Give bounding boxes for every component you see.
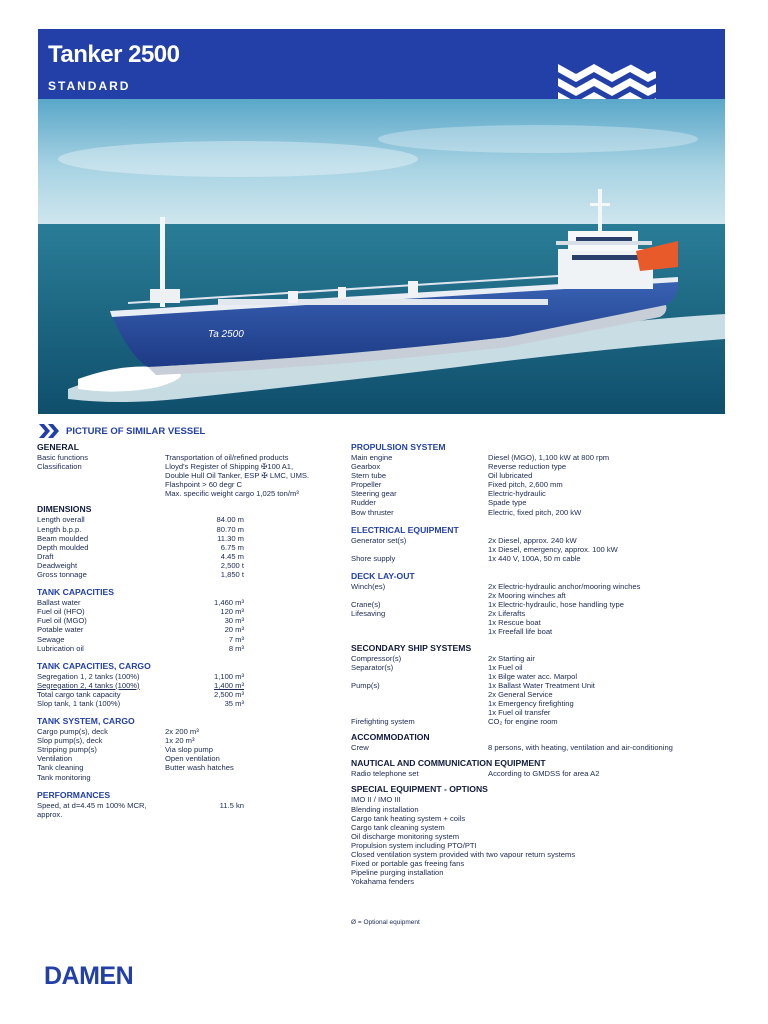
spec-row <box>37 616 317 625</box>
spec-row <box>351 471 731 480</box>
spec-label: Tank cleaning <box>37 763 84 773</box>
option-label: Propulsion system including PTO/PTI <box>351 840 477 850</box>
section-heading: SPECIAL EQUIPMENT - OPTIONS <box>351 784 488 795</box>
spec-value: 1x Emergency firefighting <box>488 698 574 708</box>
spec-value: According to GMDSS for area A2 <box>488 769 600 779</box>
spec-row <box>37 754 317 763</box>
spec-label: Depth moulded <box>37 542 89 552</box>
spec-label: Rudder <box>351 498 376 508</box>
spec-value: 2x General Service <box>488 689 553 699</box>
spec-row <box>37 515 317 524</box>
spec-value: 7 m³ <box>228 634 244 644</box>
spec-value: 1x Rescue boat <box>488 618 541 628</box>
section-heading: PROPULSION SYSTEM <box>351 442 446 452</box>
section-heading: TANK CAPACITIES, CARGO <box>37 660 151 671</box>
spec-value: Fixed pitch, 2,600 mm <box>488 480 563 490</box>
spec-label: Length b.p.p. <box>37 524 82 534</box>
option-item <box>351 859 731 868</box>
spec-label: Winch(es) <box>351 581 386 591</box>
spec-value: 120 m³ <box>220 607 244 617</box>
spec-row <box>37 552 317 561</box>
page-subtitle: STANDARD <box>48 79 131 93</box>
caption-text: PICTURE OF SIMILAR VESSEL <box>66 425 206 437</box>
spec-value: 35 m³ <box>224 698 244 708</box>
option-item <box>351 868 731 877</box>
spec-label: Deadweight <box>37 560 78 570</box>
spec-row <box>37 598 317 607</box>
spec-label: Bow thruster <box>351 507 394 517</box>
spec-row <box>351 582 731 591</box>
spec-row <box>351 609 731 618</box>
spec-value: 30 m³ <box>224 616 244 626</box>
spec-label: Potable water <box>37 625 84 635</box>
option-label: Cargo tank cleaning system <box>351 822 445 832</box>
spec-value: 1x 440 V, 100A, 50 m cable <box>488 553 581 563</box>
option-label: Cargo tank heating system + coils <box>351 813 466 823</box>
spec-value: 1x Fuel oil <box>488 662 523 672</box>
spec-row <box>351 618 731 627</box>
spec-row <box>37 681 317 690</box>
section-heading: SECONDARY SHIP SYSTEMS <box>351 642 472 653</box>
spec-value: 2x Liferafts <box>488 609 526 619</box>
spec-row <box>351 743 731 752</box>
spec-label: Basic functions <box>37 453 89 462</box>
photo-caption <box>38 424 205 438</box>
spec-label: Segregation 1, 2 tanks (100%) <box>37 671 140 681</box>
spec-row <box>37 625 317 634</box>
spec-label: Speed, at d=4.45 m 100% MCR, <box>37 800 147 810</box>
spec-row <box>351 545 731 554</box>
spec-value: 1,100 m³ <box>214 671 244 681</box>
spec-value: 2,500 t <box>220 560 244 570</box>
spec-value: Double Hull Oil Tanker, ESP ✠ LMC, UMS. <box>165 471 310 481</box>
option-item <box>351 877 731 886</box>
spec-value: 1x 20 m³ <box>165 736 195 746</box>
spec-label: Tank monitoring <box>37 772 91 782</box>
spec-row <box>351 508 731 517</box>
spec-row <box>37 525 317 534</box>
spec-value: 2x Mooring winches aft <box>488 591 566 601</box>
spec-row <box>351 536 731 545</box>
option-label: Oil discharge monitoring system <box>351 831 460 841</box>
spec-row <box>351 681 731 690</box>
spec-label: approx. <box>37 809 63 819</box>
section-heading: NAUTICAL AND COMMUNICATION EQUIPMENT <box>351 758 546 769</box>
spec-row <box>37 570 317 579</box>
spec-value: 2x Electric-hydraulic anchor/mooring winches <box>488 581 641 591</box>
spec-row <box>351 480 731 489</box>
specs-left-column <box>37 442 317 819</box>
spec-label: Draft <box>37 551 54 561</box>
spec-value: Flashpoint > 60 degr C <box>165 480 243 490</box>
option-item <box>351 841 731 850</box>
spec-label: Slop pump(s), deck <box>37 736 103 746</box>
spec-row <box>37 534 317 543</box>
option-item <box>351 805 731 814</box>
option-item <box>351 823 731 832</box>
section-heading: TANK CAPACITIES <box>37 587 115 598</box>
spec-row <box>37 690 317 699</box>
spec-label: Separator(s) <box>351 662 394 672</box>
spec-row <box>351 690 731 699</box>
spec-row <box>351 654 731 663</box>
option-label: Pipeline purging installation <box>351 868 444 878</box>
spec-row <box>37 699 317 708</box>
spec-value: 1,400 m³ <box>214 680 244 690</box>
spec-value: 1,460 m³ <box>214 598 244 608</box>
spec-row <box>351 769 731 778</box>
spec-value: 1x Fuel oil transfer <box>488 708 551 718</box>
option-item <box>351 795 731 804</box>
spec-row <box>37 607 317 616</box>
spec-label: Compressor(s) <box>351 653 402 663</box>
spec-row <box>37 561 317 570</box>
spec-value: Max. specific weight cargo 1,025 ton/m³ <box>165 489 299 499</box>
vessel-photo <box>38 99 725 414</box>
spec-row <box>37 453 317 462</box>
section-heading: GENERAL <box>37 442 80 452</box>
section-heading: ELECTRICAL EQUIPMENT <box>351 524 459 535</box>
spec-value: Electric-hydraulic <box>488 489 546 499</box>
spec-label: Beam moulded <box>37 533 89 543</box>
page-title: Tanker 2500 <box>48 41 180 68</box>
spec-label: Cargo pump(s), deck <box>37 727 108 737</box>
option-item <box>351 832 731 841</box>
spec-row <box>37 672 317 681</box>
spec-value: 2x Starting air <box>488 653 535 663</box>
option-item <box>351 814 731 823</box>
spec-value: 6.75 m <box>220 542 244 552</box>
optional-note: Ø = Optional equipment <box>351 919 420 926</box>
spec-value: Transportation of oil/refined products <box>165 453 289 462</box>
spec-row <box>37 644 317 653</box>
spec-row <box>351 462 731 471</box>
option-label: IMO II / IMO III <box>351 795 401 805</box>
spec-row <box>351 591 731 600</box>
section-heading: DIMENSIONS <box>37 504 92 515</box>
spec-value: 1,850 t <box>220 570 244 580</box>
spec-row <box>351 498 731 507</box>
spec-label: Length overall <box>37 515 85 525</box>
section-heading: DECK LAY-OUT <box>351 570 415 581</box>
spec-label: Classification <box>37 462 82 472</box>
spec-value: 8 m³ <box>228 643 244 653</box>
spec-value: 8 persons, with heating, ventilation and air-conditioning <box>488 743 673 753</box>
option-label: Blending installation <box>351 804 419 814</box>
spec-row <box>351 699 731 708</box>
spec-label: Steering gear <box>351 489 397 499</box>
section-heading: PERFORMANCES <box>37 789 111 800</box>
spec-value: 80.70 m <box>216 524 244 534</box>
spec-label: Stern tube <box>351 471 387 481</box>
spec-row <box>351 627 731 636</box>
spec-value: 11.30 m <box>217 533 244 543</box>
spec-value: Via slop pump <box>165 745 213 755</box>
spec-value: Reverse reduction type <box>488 462 567 472</box>
spec-label: Gearbox <box>351 462 381 472</box>
chevron-right-icon <box>38 424 62 438</box>
hull-name-label: Ta 2500 <box>208 329 244 340</box>
option-label: Fixed or portable gas freeing fans <box>351 859 465 869</box>
spec-value: Spade type <box>488 498 527 508</box>
spec-row <box>351 663 731 672</box>
spec-label: Gross tonnage <box>37 570 87 580</box>
spec-label: Fuel oil (HFO) <box>37 607 85 617</box>
option-label: Closed ventilation system provided with two vapour return systems <box>351 850 576 859</box>
spec-row <box>37 480 317 489</box>
spec-value: Lloyd's Register of Shipping ✠100 A1, <box>165 462 294 472</box>
spec-label: Fuel oil (MGO) <box>37 616 87 626</box>
spec-value: 11.5 kn <box>219 800 244 810</box>
spec-value: 1x Freefall life boat <box>488 627 553 637</box>
spec-row <box>37 773 317 782</box>
spec-row <box>37 745 317 754</box>
spec-label: Sewage <box>37 634 65 644</box>
spec-label: Crane(s) <box>351 600 381 610</box>
spec-label: Lubrication oil <box>37 643 84 653</box>
spec-row <box>37 635 317 644</box>
spec-label: Lifesaving <box>351 609 386 619</box>
spec-label: Stripping pump(s) <box>37 745 97 755</box>
spec-value: 4.45 m <box>220 551 244 561</box>
spec-row <box>351 489 731 498</box>
waves-logo-icon <box>556 26 662 108</box>
spec-value: 20 m³ <box>224 625 244 635</box>
option-item <box>351 850 731 859</box>
spec-value: 2x Diesel, approx. 240 kW <box>488 535 577 545</box>
damen-logo <box>44 962 154 988</box>
spec-value: 2,500 m³ <box>214 689 244 699</box>
spec-label: Propeller <box>351 480 382 490</box>
spec-label: Slop tank, 1 tank (100%) <box>37 698 121 708</box>
spec-label: Crew <box>351 743 369 753</box>
spec-label: Shore supply <box>351 553 396 563</box>
spec-row <box>37 727 317 736</box>
spec-label: Pump(s) <box>351 680 380 690</box>
spec-row <box>37 489 317 498</box>
spec-value: Open ventilation <box>165 754 220 764</box>
spec-label: Ventilation <box>37 754 73 764</box>
spec-row <box>37 543 317 552</box>
spec-label: Radio telephone set <box>351 769 419 779</box>
spec-row <box>351 717 731 726</box>
logo-text: DAMEN <box>44 962 134 988</box>
spec-value: CO₂ for engine room <box>488 717 558 727</box>
spec-label: Generator set(s) <box>351 535 407 545</box>
spec-value: 1x Bilge water acc. Marpol <box>488 671 578 681</box>
spec-value: 1x Diesel, emergency, approx. 100 kW <box>488 544 618 554</box>
spec-row <box>351 672 731 681</box>
spec-label: Total cargo tank capacity <box>37 689 121 699</box>
spec-value: Diesel (MGO), 1,100 kW at 800 rpm <box>488 453 610 462</box>
spec-value: 2x 200 m³ <box>165 727 199 737</box>
section-heading: ACCOMMODATION <box>351 732 430 743</box>
spec-row <box>37 462 317 471</box>
spec-value: 1x Electric-hydraulic, hose handling type <box>488 600 624 610</box>
spec-row <box>37 801 317 810</box>
spec-label: Segregation 2, 4 tanks (100%) <box>37 680 140 690</box>
spec-row <box>37 810 317 819</box>
spec-value: 84.00 m <box>216 515 244 525</box>
spec-label: Main engine <box>351 453 393 462</box>
spec-value: Electric, fixed pitch, 200 kW <box>488 507 582 517</box>
spec-label: Firefighting system <box>351 717 415 727</box>
section-heading: TANK SYSTEM, CARGO <box>37 716 135 727</box>
spec-row <box>351 554 731 563</box>
spec-row <box>37 471 317 480</box>
spec-row <box>351 600 731 609</box>
spec-value: Butter wash hatches <box>165 763 234 773</box>
option-label: Yokahama fenders <box>351 877 415 887</box>
specs-right-column <box>351 442 731 886</box>
spec-value: 1x Ballast Water Treatment Unit <box>488 680 595 690</box>
spec-row <box>351 453 731 462</box>
spec-row <box>37 736 317 745</box>
spec-row <box>37 763 317 772</box>
spec-row <box>351 708 731 717</box>
spec-value: Oil lubricated <box>488 471 533 481</box>
spec-label: Ballast water <box>37 598 81 608</box>
